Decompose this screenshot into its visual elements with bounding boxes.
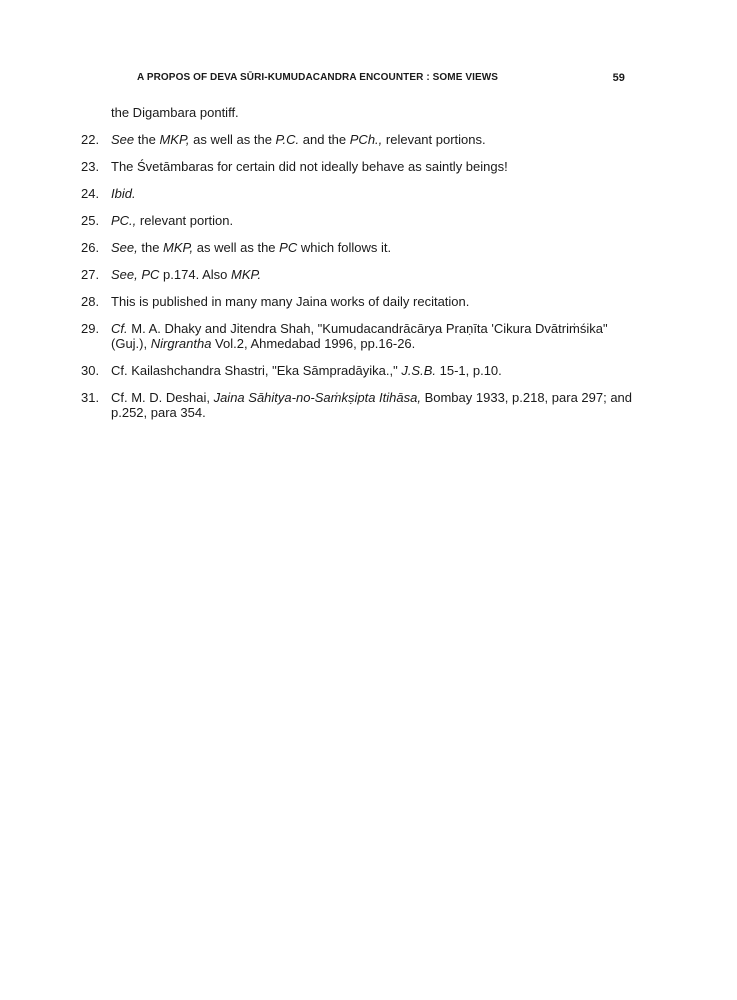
footnote-number: 26. bbox=[81, 240, 100, 255]
footnote-italic-segment: PCh., bbox=[349, 132, 383, 147]
footnote-text bbox=[111, 390, 641, 420]
footnote-number: 24. bbox=[81, 186, 100, 201]
footnote-text bbox=[111, 132, 641, 147]
footnote bbox=[81, 213, 641, 228]
running-title: A PROPOS OF DEVA SŪRI-KUMUDACANDRA ENCOUNTER : SOME VIEWS bbox=[137, 72, 499, 83]
footnote-italic-segment: PC., bbox=[111, 213, 137, 228]
footnote-italic-segment: PC bbox=[279, 240, 298, 255]
footnote-number: 29. bbox=[81, 321, 100, 336]
footnote bbox=[81, 363, 641, 378]
footnote-italic-segment: See, bbox=[111, 240, 138, 255]
footnote-segment: relevant portions. bbox=[382, 132, 486, 147]
footnote bbox=[81, 240, 641, 255]
footnote-italic-segment: Cf. bbox=[111, 321, 128, 336]
footnote-text bbox=[111, 363, 641, 378]
footnote-number: 25. bbox=[81, 213, 100, 228]
footnote-number: 28. bbox=[81, 294, 100, 309]
footnote-text bbox=[111, 186, 641, 201]
footnote-number: 31. bbox=[81, 390, 100, 405]
footnote-italic-segment: See bbox=[111, 132, 135, 147]
footnote bbox=[81, 267, 641, 282]
footnote-segment: The Śvetāmbaras for certain did not ideally behave as saintly beings! bbox=[111, 159, 508, 174]
footnotes-list bbox=[81, 105, 641, 432]
footnote-segment: This is published in many many Jaina works of daily recitation. bbox=[111, 294, 470, 309]
footnote bbox=[81, 321, 641, 351]
footnote-italic-segment: Nirgrantha bbox=[150, 336, 212, 351]
footnote-number: 30. bbox=[81, 363, 100, 378]
footnote-italic-segment: P.C. bbox=[275, 132, 300, 147]
continued-note-text: the Digambara pontiff. bbox=[111, 105, 239, 120]
footnote-segment: Cf. Kailashchandra Shastri, "Eka Sāmpradāyika.," bbox=[111, 363, 402, 378]
footnote-segment: as well as the bbox=[193, 240, 280, 255]
footnote-segment: the bbox=[137, 240, 164, 255]
footnote-text bbox=[111, 159, 641, 174]
footnote-segment: Cf. M. D. Deshai, bbox=[111, 390, 214, 405]
footnote-segment: the bbox=[134, 132, 160, 147]
footnote-italic-segment: J.S.B. bbox=[401, 363, 436, 378]
footnote-text bbox=[111, 213, 641, 228]
footnote-italic-segment: MKP. bbox=[230, 267, 262, 282]
footnote-number: 22. bbox=[81, 132, 100, 147]
footnote-italic-segment: Jaina Sāhitya-no-Saṁkṣipta Itihāsa, bbox=[213, 390, 421, 405]
footnote bbox=[81, 186, 641, 201]
running-head bbox=[137, 72, 625, 90]
footnote-number: 23. bbox=[81, 159, 100, 174]
page-number: 59 bbox=[612, 72, 625, 84]
footnote-italic-segment: Ibid. bbox=[111, 186, 136, 201]
footnote-italic-segment: See, PC bbox=[111, 267, 160, 282]
footnote-italic-segment: MKP, bbox=[163, 240, 194, 255]
footnote-text bbox=[111, 240, 641, 255]
footnote-segment: 15-1, p.10. bbox=[436, 363, 502, 378]
footnote-italic-segment: MKP, bbox=[159, 132, 190, 147]
footnote bbox=[81, 390, 641, 420]
footnote bbox=[81, 294, 641, 309]
footnote-segment: Bombay 1933, p.218, para 297; and p.252, para 354. bbox=[111, 390, 633, 420]
footnote bbox=[81, 159, 641, 174]
footnote-segment: which follows it. bbox=[297, 240, 392, 255]
footnote-text bbox=[111, 294, 641, 309]
footnote-segment: relevant portion. bbox=[136, 213, 234, 228]
footnote-segment: and the bbox=[299, 132, 350, 147]
footnote-number: 27. bbox=[81, 267, 100, 282]
footnote-segment: as well as the bbox=[189, 132, 276, 147]
footnote bbox=[81, 132, 641, 147]
footnote-text bbox=[111, 321, 641, 351]
footnote-segment: p.174. Also bbox=[159, 267, 231, 282]
footnote-text bbox=[111, 267, 641, 282]
footnote-segment: M. A. Dhaky and Jitendra Shah, "Kumudacandrācārya Praṇīta 'Cikura Dvātriṁśika" (Guj.), bbox=[111, 321, 608, 351]
footnote-segment: Vol.2, Ahmedabad 1996, pp.16-26. bbox=[211, 336, 416, 351]
